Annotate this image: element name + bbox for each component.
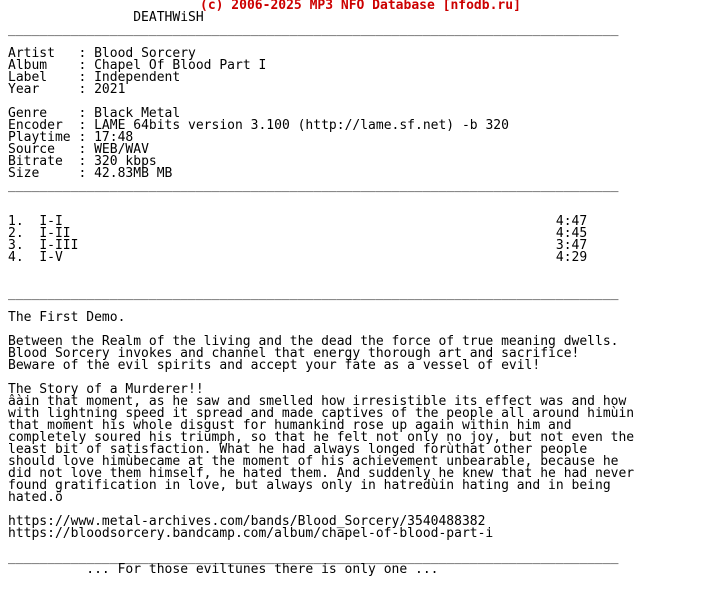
divider-rule xyxy=(8,180,634,192)
info-row: Encoder : LAME 64bits version 3.100 (http://lame.sf.net) -b 320 xyxy=(8,118,509,133)
info-row: Playtime : 17:48 xyxy=(8,130,134,145)
group-name-text: DEATHWiSH xyxy=(133,10,204,25)
divider-rule-text: ______________________________________________________________________________ xyxy=(8,286,619,301)
info-key: Encoder xyxy=(8,118,71,133)
info-key: Label xyxy=(8,70,71,85)
track-number: 2. xyxy=(8,226,24,241)
blank-line xyxy=(8,264,634,276)
notes-line-text: Beware of the evil spirits and accept your fate as a vessel of evil! xyxy=(8,358,541,373)
info-row: Size : 42.83MB MB xyxy=(8,166,173,181)
footer-slogan-text: ... For those eviltunes there is only one ... xyxy=(86,562,439,577)
info-value: 320 kbps xyxy=(94,154,157,169)
info-key: Playtime xyxy=(8,130,71,145)
notes-line-text: found gratification in love, but always only in hatredùin hating and in being xyxy=(8,478,611,493)
info-value: Black Metal xyxy=(94,106,181,121)
notes-line-text: The Story of a Murderer!! xyxy=(8,382,204,397)
notes-line-text: did not love them himself, he hated them. And suddenly he knew that he had never xyxy=(8,466,635,481)
url-link[interactable] xyxy=(8,528,634,540)
info-value: WEB/WAV xyxy=(94,142,149,157)
notes-line-text: âàin that moment, as he saw and smelled how irresistible its effect was and how xyxy=(8,394,627,409)
url-link-text[interactable]: https://bloodsorcery.bandcamp.com/album/chapel-of-blood-part-i xyxy=(8,526,494,541)
notes-line-text: least bit of satisfaction. What he had always longed forùthat other people xyxy=(8,442,588,457)
notes-line xyxy=(8,360,634,372)
track-title: I-III xyxy=(39,238,79,253)
track-time: 4:45 xyxy=(555,226,588,241)
info-row: Label : Independent xyxy=(8,70,181,85)
info-row: Bitrate : 320 kbps xyxy=(8,154,157,169)
divider-rule-text: ______________________________________________________________________________ xyxy=(8,178,619,193)
info-key: Source xyxy=(8,142,71,157)
track-number: 4. xyxy=(8,250,24,265)
notes-line-text: should love himùbecame at the moment of his achievement unbearable, because he xyxy=(8,454,619,469)
info-row: Album : Chapel Of Blood Part I xyxy=(8,58,267,73)
notes-line-text: Blood Sorcery invokes and channel that energy thorough art and sacrifice! xyxy=(8,346,580,361)
divider-rule xyxy=(8,24,634,36)
divider-rule xyxy=(8,288,634,300)
track-time: 4:47 xyxy=(555,214,588,229)
info-key: Genre xyxy=(8,106,71,121)
notes-line-text: that moment his whole disgust for humankind rose up again within him and xyxy=(8,418,572,433)
info-row: Artist : Blood Sorcery xyxy=(8,46,196,61)
info-key: Size xyxy=(8,166,71,181)
notes-line xyxy=(8,492,634,504)
info-value: Independent xyxy=(94,70,181,85)
info-row: Year : 2021 xyxy=(8,82,126,97)
track-number: 1. xyxy=(8,214,24,229)
nfo-document xyxy=(8,0,634,576)
footer-slogan xyxy=(8,564,634,576)
track-time: 4:29 xyxy=(555,250,588,265)
info-value: LAME 64bits version 3.100 (http://lame.sf.net) -b 320 xyxy=(94,118,509,133)
divider-rule-text: ______________________________________________________________________________ xyxy=(8,550,619,565)
notes-line-text: The First Demo. xyxy=(8,310,126,325)
notes-line xyxy=(8,480,634,492)
track-title: I-V xyxy=(39,250,63,265)
info-key: Album xyxy=(8,58,71,73)
info-value: 17:48 xyxy=(94,130,134,145)
info-key: Artist xyxy=(8,46,71,61)
notes-line-text: completely soured his triumph, so that he felt not only no joy, but not even the xyxy=(8,430,635,445)
notes-line-text: Between the Realm of the living and the dead the force of true meaning dwells. xyxy=(8,334,619,349)
track-number: 3. xyxy=(8,238,24,253)
notes-line xyxy=(8,312,634,324)
info-value: Blood Sorcery xyxy=(94,46,196,61)
notes-line-text: with lightning speed it spread and made captives of the people all around himùin xyxy=(8,406,635,421)
notes-line-text: hated.ö xyxy=(8,490,63,505)
blank-line xyxy=(8,192,634,204)
url-link-text[interactable]: https://www.metal-archives.com/bands/Blood_Sorcery/3540488382 xyxy=(8,514,486,529)
info-row: Genre : Black Metal xyxy=(8,106,181,121)
info-row: Source : WEB/WAV xyxy=(8,142,149,157)
info-value: 42.83MB MB xyxy=(94,166,173,181)
track-row xyxy=(8,252,634,264)
info-value: 2021 xyxy=(94,82,126,97)
track-time: 3:47 xyxy=(555,238,588,253)
info-key: Year xyxy=(8,82,71,97)
track-title: I-II xyxy=(39,226,71,241)
nfodb-banner[interactable]: (c) 2006-2025 MP3 NFO Database [nfodb.ru] xyxy=(200,0,521,13)
info-key: Bitrate xyxy=(8,154,71,169)
info-value: Chapel Of Blood Part I xyxy=(94,58,267,73)
divider-rule-text: ______________________________________________________________________________ xyxy=(8,22,619,37)
track-title: I-I xyxy=(39,214,63,229)
